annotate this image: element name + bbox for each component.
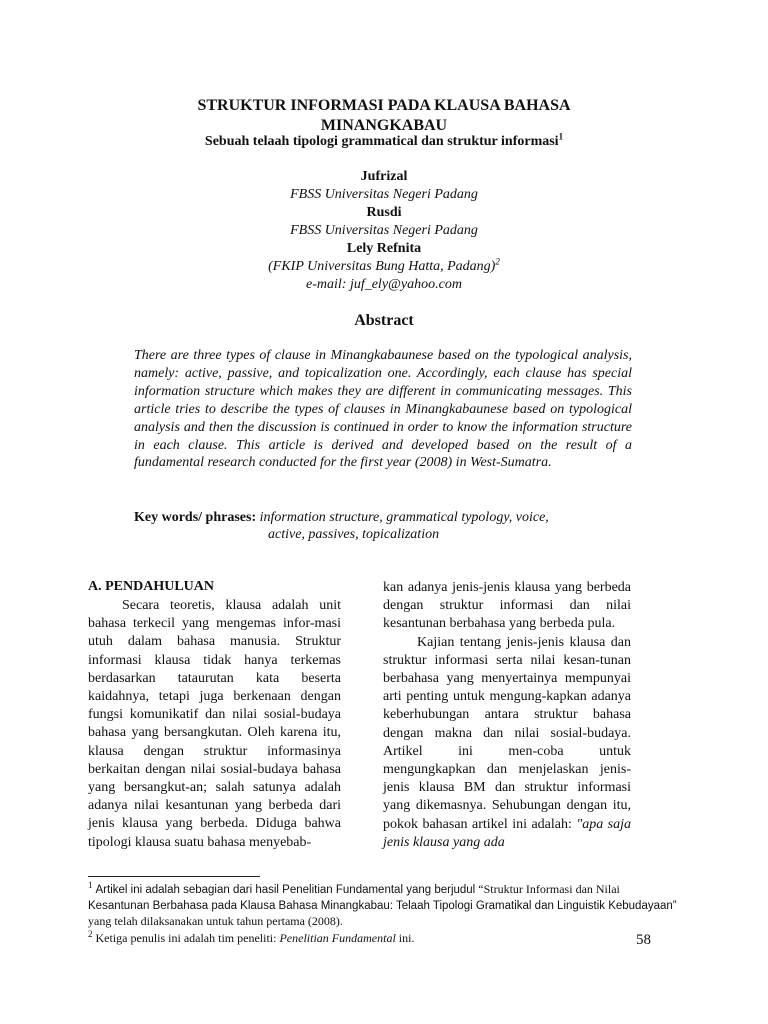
subtitle-text: Sebuah telaah tipologi grammatical dan struktur informasi <box>204 134 559 149</box>
paper-subtitle <box>0 131 768 150</box>
footnote-1-line-2: Kesantunan Berbahasa pada Klausa Bahasa Minangkabau: Telaah Tipologi Gramatikal dan Linguistik Kebudayaan” <box>88 899 677 912</box>
paragraph-text: Kajian tentang jenis-jenis klausa dan struktur informasi serta nilai kesan-tunan berbahasa yang menyertainya mempunyai arti penting untuk mengung-kapkan adanya keberhubungan antara struktur bahasa dengan makna dan nilai sosial-budaya. Artikel ini men-coba untuk mengungkapkan dan menjelaskan jenis-jenis klausa BM dan struktur informasi yang dikemasnya. Sehubungan dengan itu, pokok bahasan artikel ini adalah: <box>383 634 631 832</box>
footnote-text: “Struktur Informasi dan Nilai <box>478 882 620 896</box>
footnote-mark: 2 <box>88 929 93 939</box>
title-line-1: STRUKTUR INFORMASI PADA KLAUSA BAHASA <box>197 97 571 114</box>
author-name: Lely Refnita <box>346 241 422 256</box>
footnote-text: Ketiga penulis ini adalah tim peneliti: <box>95 931 277 945</box>
paragraph-italic-text: "apa saja jenis klausa yang ada <box>383 816 631 850</box>
footnote-text: Artikel ini adalah sebagian dari hasil Penelitian Fundamental yang berjudul <box>95 884 476 896</box>
author-affiliation: FBSS Universitas Negeri Padang <box>290 223 478 238</box>
footnote-2 <box>88 931 688 947</box>
footnote-1-line-3: yang telah dilaksanakan untuk tahun pertama (2008). <box>88 914 343 928</box>
author-name: Jufrizal <box>360 169 408 184</box>
footnote-divider <box>88 876 260 877</box>
footnote-italic-text: Penelitian Fundamental <box>279 931 396 945</box>
keywords-line-2: active, passives, topicalization <box>268 527 440 542</box>
subtitle-footnote-mark: 1 <box>558 131 564 142</box>
author-block <box>0 168 768 294</box>
footnote-text: ini. <box>398 931 415 945</box>
body-paragraph: kan adanya jenis-jenis klausa yang berbeda dengan struktur informasi dan nilai kesantunan berbahasa yang berbeda pula. <box>383 580 631 632</box>
abstract-heading: Abstract <box>354 312 414 329</box>
footnote-1-line-1 <box>88 882 688 899</box>
body-paragraph: Secara teoretis, klausa adalah unit bahasa terkecil yang mengemas infor-masi utuh dalam bahasa manusia. Struktur informasi klausa tidak hanya terkemas berdasarkan tataurutan kata beserta kaidahnya, tetapi juga berkenaan dengan fungsi komunikatif dan nilai sosial-budaya bahasa yang bersangkutan. Oleh karena itu, klausa dengan struktur informasinya berkaitan dengan nilai sosial-budaya bahasa yang bersangkut-an; salah satunya adalah adanya nilai kesantunan yang berbeda dari jenis klausa yang berbeda. Diduga bahwa tipologi klausa suatu bahasa menyebab- <box>88 598 341 850</box>
footnote-mark: 1 <box>88 880 93 890</box>
keywords-values: information structure, grammatical typology, voice, <box>259 510 549 525</box>
title-line-2: MINANGKABAU <box>320 117 448 134</box>
keywords-line-1 <box>134 510 634 526</box>
affiliation-text: (FKIP Universitas Bung Hatta, Padang) <box>268 259 496 274</box>
body-paragraph <box>383 634 631 852</box>
page-number: 58 <box>636 932 651 948</box>
body-column-left <box>88 597 341 852</box>
abstract-text: There are three types of clause in Minangkabaunese based on the typological analysis, namely: active, passive, and topicalization one. Accordingly, each clause has special information structure which makes they are different in communicating messages. This article tries to describe the types of clauses in Minangkabaunese based on typological analysis and then the discussion is continued in order to know the information structure in each clause. This article is derived and developed based on the result of a fundamental research conducted for the first year (2008) in West-Sumatra. <box>134 348 632 471</box>
author-affiliation <box>0 258 768 276</box>
footnote-1 <box>88 882 688 930</box>
body-column-right <box>383 579 631 852</box>
keywords-label: Key words/ phrases: <box>134 510 257 525</box>
paper-title <box>0 96 768 136</box>
author-name: Rusdi <box>366 205 402 220</box>
section-heading: A. PENDAHULUAN <box>88 579 214 594</box>
affiliation-footnote-mark: 2 <box>495 256 500 267</box>
author-email: e-mail: juf_ely@yahoo.com <box>306 277 462 292</box>
author-affiliation: FBSS Universitas Negeri Padang <box>290 187 478 202</box>
